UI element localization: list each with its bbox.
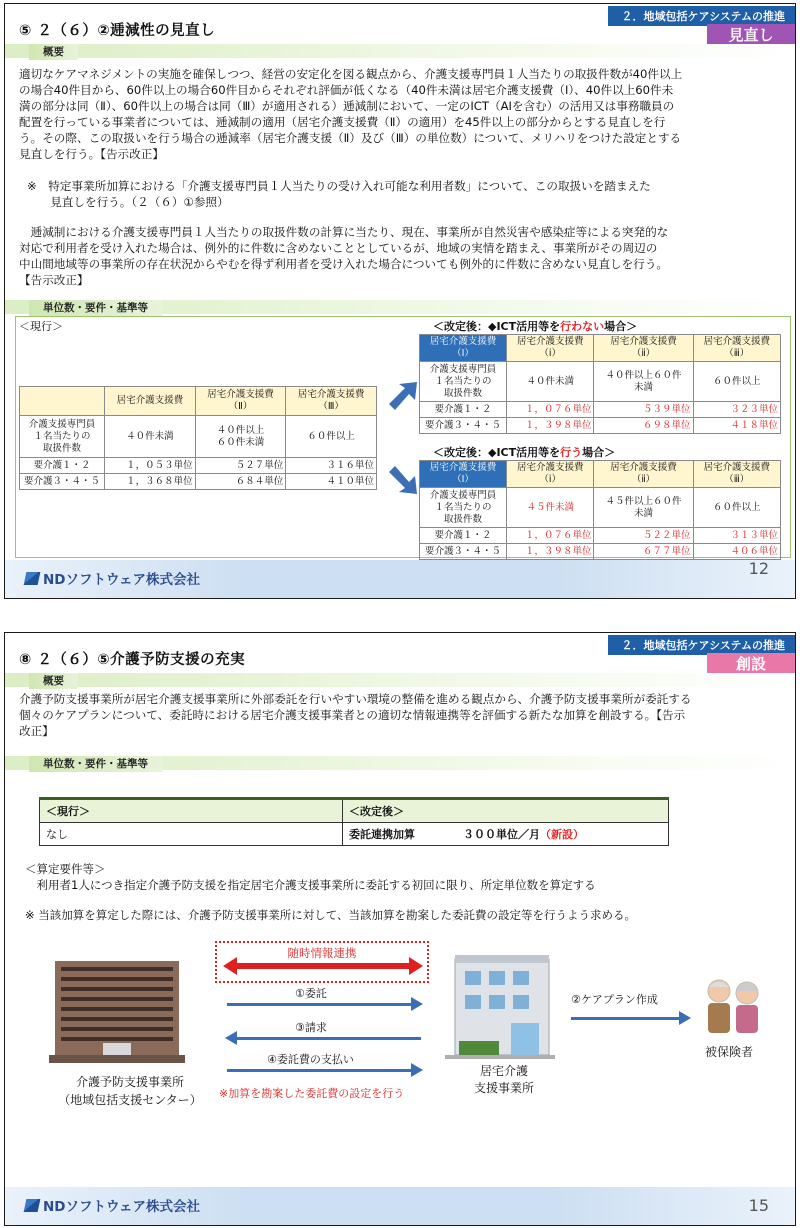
page-number: 15 [748,1196,769,1215]
category-tag: ２．地域包括ケアシステムの推進 [608,635,795,655]
table-cell: １，０５３単位 [105,458,196,474]
no-ict-header-1: 居宅介護支援費 （ⅰ） [507,335,594,362]
table-cell: ３１３単位 [693,528,780,544]
overview-text: 適切なケアマネジメントの実施を確保しつつ、経営の安定化を図る観点から、介護支援専門員１人当たりの取扱件数が40件以上 の場合40件目から、60件以上の場合60件目からそれぞれ評価が低くなる（40件未満は居宅介護支援費（Ⅰ）、40件以上60件未 満の部分は同（Ⅱ）、60件以上の場合は同（Ⅲ）が適用される）逓減制において、一定のICT（AIを含む）の活用又は事務職員の 配置を行っている事業者については、逓減制の適用（居宅介護支援費（Ⅱ）の適用）を45件以上の部分からとする見直しを行 う。その際、この取扱いを行う場合の逓減率（居宅介護支援（Ⅱ）及び（Ⅲ）の単位数）について、メリハリをつけた設定とする 見直しを行う。【告示改正】 [19,67,683,161]
step4-label: ④委託費の支払い [267,1053,354,1066]
current-caption: ＜現行＞ [19,320,63,333]
step4-note: ※加算を勘案した委託費の設定を行う [219,1087,405,1100]
table-cell: １，３９８単位 [507,418,594,434]
arrow-left-icon [225,1031,237,1045]
arrow-up-right-icon [387,380,419,410]
caption-text: 場合＞ [604,320,638,333]
insured-person-label: 被保険者 [705,1045,754,1059]
table-cell: ４０６単位 [693,544,780,560]
table-cell: 要介護３・４・５ [420,544,507,560]
table-cell: ３１６単位 [286,458,377,474]
table-cell: ４０件以上６０件 未満 [594,362,693,402]
after-no-ict-table [419,334,781,434]
table-cell: 介護支援専門員 １名当たりの 取扱件数 [20,416,105,458]
caption-emphasis: 行わない [560,320,605,333]
ict-header-3: 居宅介護支援費 （ⅲ） [693,461,780,488]
current-header-1: 居宅介護支援費 [105,387,196,416]
after-ict-table [419,460,781,560]
elderly-couple-icon [701,977,767,1039]
after-ict-caption [433,444,615,460]
logo-text: NDソフトウェア株式会社 [43,1199,200,1215]
left-org-label: 介護予防支援事業所 （地域包括支援センター） [58,1075,202,1107]
new-badge: （新設） [540,828,584,841]
ict-header-2: 居宅介護支援費 （ⅱ） [594,461,693,488]
table-cell: ４５件未満 [507,488,594,528]
arrow-down-right-icon [387,466,419,496]
units-label: 単位数・要件・基準等 [29,756,162,772]
slide-12 [4,3,796,599]
after-header: ＜改定後＞ [343,799,669,823]
table-cell: 要介護１・２ [420,528,507,544]
step4-arrow [227,1069,413,1072]
caption-text: 場合＞ [582,446,616,459]
current-header-2: 居宅介護支援費 （Ⅱ） [195,387,286,416]
table-cell: ５２２単位 [594,528,693,544]
overview-band [5,673,795,687]
table-cell: １，３６８単位 [105,474,196,490]
table-cell: ６０件以上 [286,416,377,458]
double-arrow-icon [223,957,423,975]
current-header-3: 居宅介護支援費 （Ⅲ） [286,387,377,416]
current-header: ＜現行＞ [40,799,343,823]
step2-label: ②ケアプラン作成 [571,993,658,1006]
kind-badge: 創設 [707,653,795,676]
table-cell: 介護支援専門員 １名当たりの 取扱件数 [420,362,507,402]
info-link-label: 随時情報連携 [287,946,357,960]
step3-label: ③請求 [295,1021,327,1034]
table-cell: ５３９単位 [594,402,693,418]
no-ict-header-0: 居宅介護支援費 （Ⅰ） [420,335,507,362]
comparison-table [39,797,669,846]
units-label: 単位数・要件・基準等 [29,300,162,316]
ict-header-1: 居宅介護支援費 （ⅰ） [507,461,594,488]
current-value: なし [40,823,343,846]
page-number: 12 [748,559,769,578]
arrow-right-icon [679,1011,691,1025]
table-cell: ６８４単位 [195,474,286,490]
logo-text: NDソフトウェア株式会社 [43,572,200,588]
table-cell: ４０件未満 [105,416,196,458]
table-cell: 要介護１・２ [20,458,105,474]
addition-units: ３００単位／月 [463,828,540,841]
overview-label: 概要 [29,44,78,60]
table-cell: ４０件未満 [507,362,594,402]
caption-text: ＜改定後：◆ICT活用等を [433,320,561,333]
office-building-icon [49,959,185,1065]
step3-arrow [235,1037,421,1040]
caption-emphasis: 行う [560,446,583,459]
no-ict-header-3: 居宅介護支援費 （ⅲ） [693,335,780,362]
kind-badge: 見直し [707,24,795,47]
overview-label: 概要 [29,673,78,689]
note-text: ※ 特定事業所加算における「介護支援専門員１人当たりの受け入れ可能な利用者数」について、この取扱いを踏まえた 見直しを行う。（２（６）①参照） [27,179,651,209]
table-cell: 要介護３・４・５ [20,474,105,490]
slide-title: ⑧ ２（６）⑤介護予防支援の充実 [19,652,246,668]
care-office-building-icon [445,953,555,1059]
note-text: ※ 当該加算を算定した際には、介護予防支援事業所に対して、当該加算を勘案した委託費の設定等を行うよう求める。 [25,908,637,922]
arrow-right-icon [411,1063,423,1077]
table-cell: １，３９８単位 [507,544,594,560]
exception-text: 逓減制における介護支援専門員１人当たりの取扱件数の計算に当たり、現在、事業所が自然災害や感染症等による突発的な 対応で利用者を受け入れた場合は、例外的に件数に含めないこととしているが、地域の実情を踏まえ、事業所がその周辺の 中山間地域等の事業所の存在状況からやむを得ず利用者を受け入れた場合についても例外的に件数に含めない見直しを行う。 【告示改正】 [19,225,669,287]
table-cell: 要介護１・２ [420,402,507,418]
table-cell: ５２７単位 [195,458,286,474]
center-org-label: 居宅介護 支援事業所 [473,1064,534,1095]
step1-arrow [227,1003,413,1006]
company-logo [25,1195,200,1215]
step1-label: ①委託 [295,987,327,1000]
current-table [19,386,377,490]
after-value-cell [343,823,669,846]
table-cell: ４０件以上 ６０件未満 [195,416,286,458]
overview-band [5,44,795,58]
arrow-right-icon [411,997,423,1011]
table-cell: １，０７６単位 [507,402,594,418]
calc-text: 利用者1人につき指定介護予防支援を指定居宅介護支援事業所に委託する初回に限り、所定単位数を算定する [25,878,596,892]
table-cell: ６０件以上 [693,488,780,528]
calc-title: ＜算定要件等＞ [25,862,106,876]
slide-title: ⑤ ２（６）②逓減性の見直し [19,23,216,39]
ict-header-0: 居宅介護支援費 （Ⅰ） [420,461,507,488]
logo-mark-icon [24,572,41,585]
table-cell: 要介護３・４・５ [420,418,507,434]
after-no-ict-caption [433,318,637,334]
caption-text: ＜改定後：◆ICT活用等を [433,446,561,459]
table-cell: ６０件以上 [693,362,780,402]
table-cell: ６９８単位 [594,418,693,434]
table-cell: １，０７６単位 [507,528,594,544]
slide-15 [4,632,796,1226]
overview-text: 介護予防支援事業所が居宅介護支援事業所に外部委託を行いやすい環境の整備を進める観点から、介護予防支援事業所が委託する 個々のケアプランについて、委託時における居宅介護支援事業者との適切な情報連携等を評価する新たな加算を創設する。【告示 改正】 [19,692,692,738]
current-header-0 [20,387,105,416]
table-cell: ４１０単位 [286,474,377,490]
logo-mark-icon [24,1199,41,1212]
table-cell: ４５件以上６０件 未満 [594,488,693,528]
company-logo [25,568,200,588]
addition-name: 委託連携加算 [349,828,415,841]
step2-arrow [571,1017,681,1020]
table-cell: 介護支援専門員 １名当たりの 取扱件数 [420,488,507,528]
table-cell: ６７７単位 [594,544,693,560]
no-ict-header-2: 居宅介護支援費 （ⅱ） [594,335,693,362]
table-cell: ３２３単位 [693,402,780,418]
category-tag: ２．地域包括ケアシステムの推進 [608,6,795,26]
table-cell: ４１８単位 [693,418,780,434]
